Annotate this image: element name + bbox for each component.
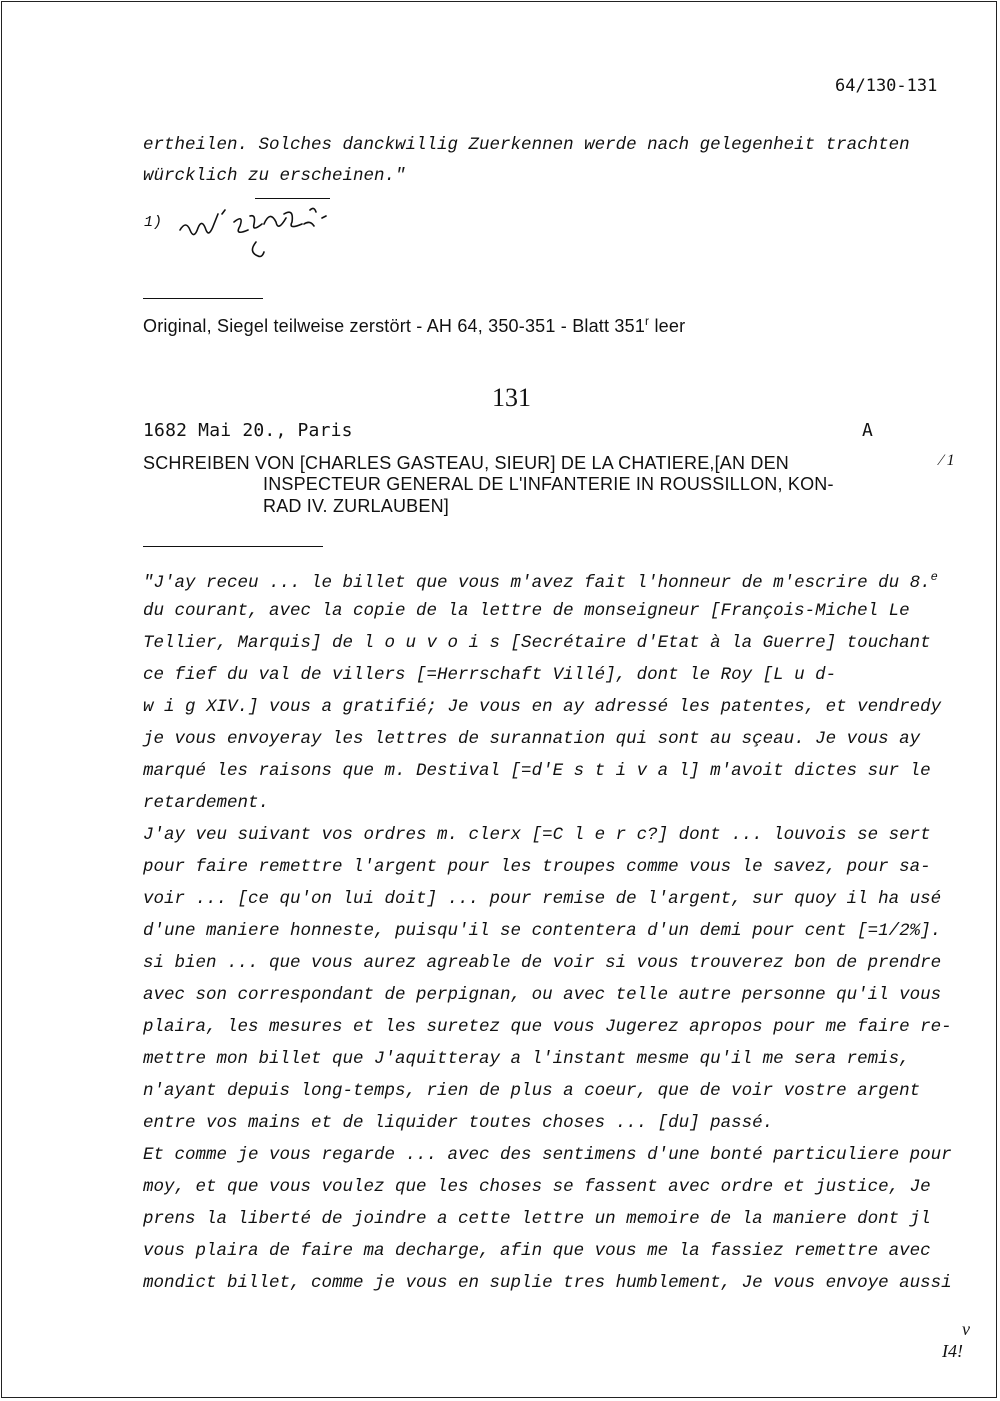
source-note-sup: r (645, 314, 650, 328)
quote-line: ertheilen. Solches danckwillig Zuerkennen werde nach gelegenheit trachten (143, 135, 910, 155)
body-line: J'ay veu suivant vos ordres m. clerx [=C l e r c?] dont ... louvois se sert (143, 825, 931, 845)
handwritten-folio-mark (942, 1318, 970, 1362)
body-first-sup: e (930, 570, 938, 584)
body-first-text: "J'ay receu ... le billet que vous m'avez fait l'honneur de m'escrire du 8. (143, 572, 931, 593)
body-line: prens la liberté de joindre a cette lettre un memoire de la maniere dont jl (143, 1209, 931, 1229)
body-line: si bien ... que vous aurez agreable de voir si vous trouverez bon de prendre (143, 953, 942, 973)
margin-mark: ⁄ 1 (940, 452, 955, 469)
date-place: 1682 Mai 20., Paris (143, 420, 353, 441)
folio-mark-line: I4! (942, 1341, 963, 1361)
body-line: ce fief du val de villers [=Herrschaft Villé], dont le Roy [L u d- (143, 665, 837, 685)
body-line: mettre mon billet que J'aquitteray a l'instant mesme qu'il me sera remis, (143, 1049, 910, 1069)
body-line (143, 570, 938, 593)
folio-mark-line: v (962, 1319, 970, 1339)
body-line: d'une maniere honneste, puisqu'il se contentera d'un demi pour cent [=1/2%]. (143, 921, 942, 941)
handwritten-signature (172, 202, 342, 260)
body-line: Et comme je vous regarde ... avec des sentimens d'une bonté particuliere pour (143, 1145, 952, 1165)
body-line: pour faire remettre l'argent pour les troupes comme vous le savez, pour sa- (143, 857, 931, 877)
body-line: plaira, les mesures et les suretez que vous Jugerez apropos pour me faire re- (143, 1017, 952, 1037)
separator-rule (143, 546, 323, 547)
body-line: retardement. (143, 793, 270, 813)
body-line: je vous envoyeray les lettres de surannation qui sont au sçeau. Je vous ay (143, 729, 921, 749)
heading-line: SCHREIBEN VON [CHARLES GASTEAU, SIEUR] DE LA CHATIERE,[AN DEN (143, 453, 790, 473)
body-line: voir ... [ce qu'on lui doit] ... pour remise de l'argent, sur quoy il ha usé (143, 889, 942, 909)
body-line: entre vos mains et de liquider toutes choses ... [du] passé. (143, 1113, 774, 1133)
source-note-main: Original, Siegel teilweise zerstört - AH 64, 350-351 - Blatt 351 (143, 316, 646, 336)
quote-line: würcklich zu erscheinen." (143, 166, 406, 186)
source-note-tail: leer (649, 316, 686, 336)
separator-rule (143, 298, 263, 299)
heading-line: INSPECTEUR GENERAL DE L'INFANTERIE IN ROUSSILLON, KON- (263, 474, 834, 494)
body-line: marqué les raisons que m. Destival [=d'E s t i v a l] m'avoit dictes sur le (143, 761, 931, 781)
body-line: avec son correspondant de perpignan, ou avec telle autre personne qu'il vous (143, 985, 942, 1005)
document-number: 131 (492, 383, 531, 412)
page-reference: 64/130-131 (835, 76, 938, 96)
body-line: vous plaira de faire ma decharge, afin que vous me la fassiez remettre avec (143, 1241, 931, 1261)
body-line: du courant, avec la copie de la lettre de monseigneur [François-Michel Le (143, 601, 910, 621)
signature-rule (255, 198, 330, 199)
body-line: mondict billet, comme je vous en suplie tres humblement, Je vous envoye aussi (143, 1273, 952, 1293)
body-line: n'ayant depuis long-temps, rien de plus a coeur, que de voir vostre argent (143, 1081, 921, 1101)
source-note (143, 314, 685, 337)
heading-line: RAD IV. ZURLAUBEN] (263, 496, 449, 516)
body-line: Tellier, Marquis] de l o u v o i s [Secrétaire d'Etat à la Guerre] touchant (143, 633, 931, 653)
body-line: moy, et que vous voulez que les choses se fassent avec ordre et justice, Je (143, 1177, 931, 1197)
category-letter: A (862, 420, 873, 441)
body-line: w i g XIV.] vous a gratifié; Je vous en ay adressé les patentes, et vendredy (143, 697, 942, 717)
footnote-marker: 1) (144, 214, 163, 231)
